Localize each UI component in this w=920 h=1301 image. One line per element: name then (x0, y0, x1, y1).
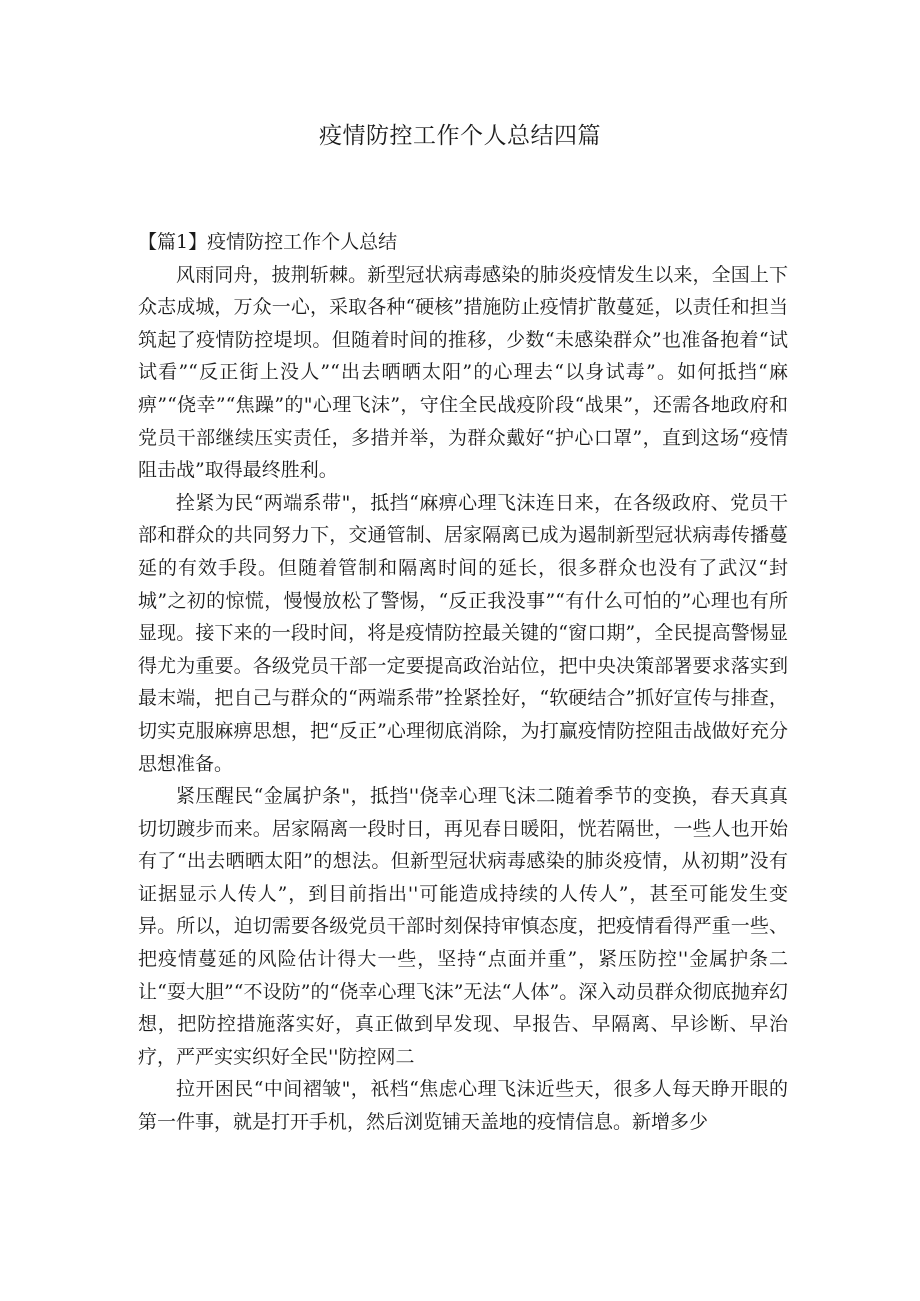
paragraph: 拉开困民“中间褶皱"，祇档“焦虑心理飞沫近些天，很多人每天睁开眼的第一件事，就是打开手机，然后浏览铺天盖地的疫情信息。新增多少 (138, 1078, 788, 1134)
document-body (138, 226, 788, 1139)
paragraph: 拴紧为民“两端系带"，抵挡“麻痹心理飞沫连日来，在各级政府、党员干部和群众的共同努力下，交通管制、居家隔离已成为遏制新型冠状病毒传播蔓延的有效手段。但随着管制和隔离时间的延长，很多群众也没有了武汉“封城”之初的惊慌，慢慢放松了警惕，“反正我没事”“有什么可怕的”心理也有所显现。接下来的一段时间，将是疫情防控最关键的“窗口期”，全民提高警惕显得尤为重要。各级党员干部一定要提高政治站位，把中央决策部署要求落实到最末端，把自己与群众的“两端系带”拴紧拴好，“软硬结合”抓好宣传与排查，切实克服麻痹思想，把“反正”心理彻底消除，为打赢疫情防控阻击战做好充分思想准备。 (138, 491, 788, 775)
paragraph: 紧压醒民“金属护条"，抵挡''侥幸心理飞沫二随着季节的变换，春天真真切切踱步而来。居家隔离一段时日，再见春日暖阳，恍若隔世，一些人也开始有了“出去晒晒太阳”的想法。但新型冠状病毒感染的肺炎疫情，从初期”没有证据显示人传人”，到目前指出''可能造成持续的人传人”，甚至可能发生变异。所以，迫切需要各级党员干部时刻保持审慎态度，把疫情看得严重一些、把疫情蔓延的风险估计得大一些，坚持“点面并重”，紧压防控''金属护条二让“耍大胆”“不设防”的“侥幸心理飞沫”无法“人体”。深入动员群众彻底抛弃幻想，把防控措施落实好，真正做到早发现、早报告、早隔离、早诊断、早治疗，严严实实织好全民''防控网二 (138, 785, 788, 1068)
paragraph: 风雨同舟，披荆斩棘。新型冠状病毒感染的肺炎疫情发生以来，全国上下众志成城，万众一心，采取各种“硬核”措施防止疫情扩散蔓延，以责任和担当筑起了疫情防控堤坝。但随着时间的推移，少数“未感染群众”也准备抱着“试试看”“反正街上没人”“出去晒晒太阳”的心理去“以身试毒”。如何抵挡“麻痹”“侥幸”“焦躁”的"心理飞沫”，守住全民战疫阶段“战果”，还需各地政府和党员干部继续压实责任，多措并举，为群众戴好“护心口罩”，直到这场“疫情阻击战”取得最终胜利。 (138, 263, 788, 482)
section-heading: 【篇1】疫情防控工作个人总结 (138, 231, 398, 253)
document-title: 疫情防控工作个人总结四篇 (319, 123, 601, 149)
